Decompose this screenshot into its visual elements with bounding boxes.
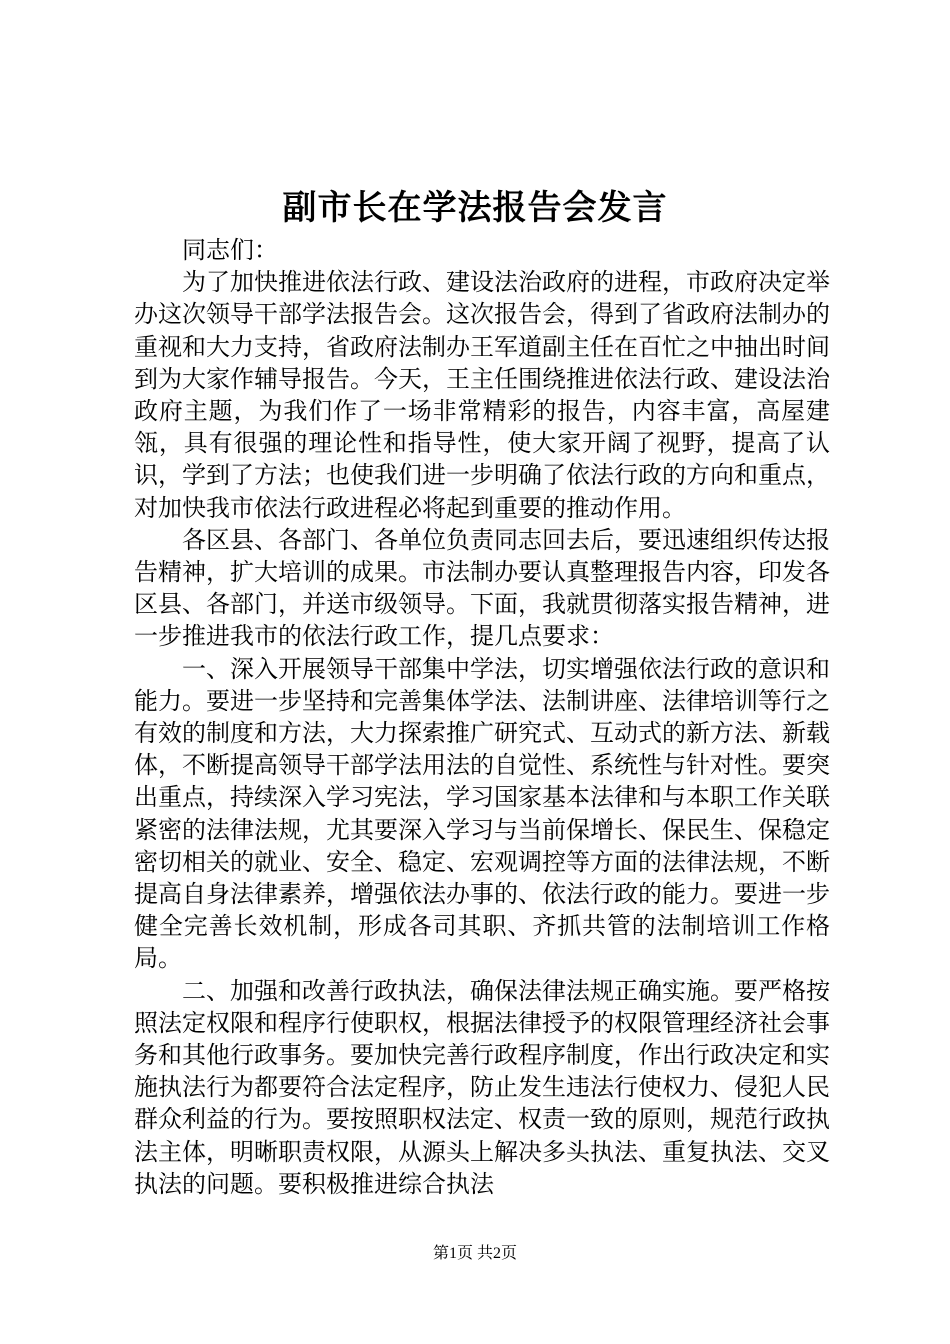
paragraph-1: 为了加快推进依法行政、建设法治政府的进程，市政府决定举办这次领导干部学法报告会。这次报告会，得到了省政府法制办的重视和大力支持，省政府法制办王军道副主任在百忙之中抽出时间到为大家作辅导报告。今天，王主任围绕推进依法行政、建设法治政府主题，为我们作了一场非常精彩的报告，内容丰富，高屋建瓴，具有很强的理论性和指导性，使大家开阔了视野，提高了认识，学到了方法；也使我们进一步明确了依法行政的方向和重点，对加快我市依法行政进程必将起到重要的推动作用。 <box>134 268 830 522</box>
document-title: 副市长在学法报告会发言 <box>282 188 668 228</box>
paragraph-4: 二、加强和改善行政执法，确保法律法规正确实施。要严格按照法定权限和程序行使职权，根据法律授予的权限管理经济社会事务和其他行政事务。要加快完善行政程序制度，作出行政决定和实施执法行为都要符合法定程序，防止发生违法行使权力、侵犯人民群众利益的行为。要按照职权法定、权责一致的原则，规范行政执法主体，明晰职责权限，从源头上解决多头执法、重复执法、交叉执法的问题。要积极推进综合执法 <box>134 976 830 1198</box>
paragraph-3: 一、深入开展领导干部集中学法，切实增强依法行政的意识和能力。要进一步坚持和完善集体学法、法制讲座、法律培训等行之有效的制度和方法，大力探索推广研究式、互动式的新方法、新载体，不断提高领导干部学法用法的自觉性、系统性与针对性。要突出重点，持续深入学习宪法，学习国家基本法律和与本职工作关联紧密的法律法规，尤其要深入学习与当前保增长、保民生、保稳定密切相关的就业、安全、稳定、宏观调控等方面的法律法规，不断提高自身法律素养，增强依法办事的、依法行政的能力。要进一步健全完善长效机制，形成各司其职、齐抓共管的法制培训工作格局。 <box>134 654 830 973</box>
document-body <box>134 234 830 1200</box>
salutation: 同志们： <box>182 236 278 264</box>
paragraph-2: 各区县、各部门、各单位负责同志回去后，要迅速组织传达报告精神，扩大培训的成果。市法制办要认真整理报告内容，印发各区县、各部门，并送市级领导。下面，我就贯彻落实报告精神，进一步推进我市的依法行政工作，提几点要求： <box>134 525 830 651</box>
page-footer: 第1页 共2页 <box>432 1245 517 1262</box>
